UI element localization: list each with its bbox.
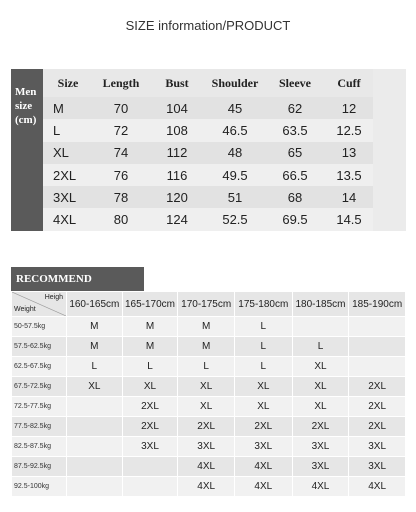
size-cell-size: 2XL [43, 164, 93, 186]
recommend-cell: 3XL [178, 437, 235, 457]
recommend-cell: L [292, 337, 349, 357]
size-cell-sleeve: 62 [265, 97, 325, 119]
recommend-cell [67, 477, 123, 497]
size-cell-shoulder: 49.5 [205, 164, 265, 186]
size-row [43, 164, 373, 186]
header-size: Size [43, 69, 93, 97]
recommend-row [12, 417, 406, 437]
recommend-cell: 2XL [235, 417, 293, 437]
size-cell-shoulder: 52.5 [205, 208, 265, 230]
recommend-cell: 4XL [349, 477, 406, 497]
size-cell-length: 78 [93, 186, 149, 208]
size-cell-bust: 120 [149, 186, 205, 208]
size-cell-length: 72 [93, 119, 149, 141]
side-label-line: size [15, 100, 33, 112]
weight-label: 82.5-87.5kg [12, 437, 67, 457]
size-table-body [43, 97, 373, 231]
recommend-cell: M [122, 337, 178, 357]
size-cell-cuff: 13.5 [325, 164, 373, 186]
recommend-cell: 3XL [235, 437, 293, 457]
recommend-cell: L [178, 357, 235, 377]
recommend-cell [67, 437, 123, 457]
size-cell-shoulder: 45 [205, 97, 265, 119]
recommend-cell [349, 317, 406, 337]
size-cell-length: 74 [93, 142, 149, 164]
size-cell-bust: 112 [149, 142, 205, 164]
corner-weight-label: Weight [14, 306, 36, 313]
size-cell-shoulder: 48 [205, 142, 265, 164]
size-row [43, 142, 373, 164]
size-chart-side-label [11, 69, 43, 231]
recommend-cell: XL [292, 357, 349, 377]
recommend-row [12, 337, 406, 357]
header-length: Length [93, 69, 149, 97]
size-cell-cuff: 14 [325, 186, 373, 208]
recommend-cell: M [178, 317, 235, 337]
recommend-cell: 3XL [292, 457, 349, 477]
size-row [43, 97, 373, 119]
recommend-cell [349, 357, 406, 377]
header-bust: Bust [149, 69, 205, 97]
size-cell-sleeve: 63.5 [265, 119, 325, 141]
height-header: 180-185cm [292, 292, 349, 317]
size-row [43, 186, 373, 208]
recommend-cell [67, 397, 123, 417]
header-sleeve: Sleeve [265, 69, 325, 97]
corner-height-label: Heigh [44, 294, 63, 301]
weight-label: 92.5-100kg [12, 477, 67, 497]
side-label-line: Men [15, 86, 37, 98]
recommend-cell: M [178, 337, 235, 357]
header-shoulder: Shoulder [205, 69, 265, 97]
size-cell-bust: 104 [149, 97, 205, 119]
recommend-cell: 2XL [122, 417, 178, 437]
recommend-cell: M [67, 317, 123, 337]
recommend-cell [122, 477, 178, 497]
recommend-cell: L [235, 357, 293, 377]
recommend-row [12, 377, 406, 397]
recommend-cell: L [122, 357, 178, 377]
recommend-cell: 2XL [349, 417, 406, 437]
size-cell-size: L [43, 119, 93, 141]
recommend-row [12, 317, 406, 337]
recommend-cell [67, 417, 123, 437]
header-cuff: Cuff [325, 69, 373, 97]
recommend-cell: 2XL [122, 397, 178, 417]
recommend-cell: XL [67, 377, 123, 397]
recommend-cell: 3XL [349, 437, 406, 457]
size-cell-shoulder: 46.5 [205, 119, 265, 141]
size-cell-sleeve: 66.5 [265, 164, 325, 186]
recommend-cell: XL [292, 377, 349, 397]
recommend-cell [292, 317, 349, 337]
recommend-cell: XL [178, 377, 235, 397]
size-row [43, 119, 373, 141]
size-chart [11, 69, 406, 231]
recommend-cell: M [67, 337, 123, 357]
recommend-cell [67, 457, 123, 477]
height-header: 175-180cm [235, 292, 293, 317]
recommend-cell: 2XL [349, 397, 406, 417]
recommend-cell: XL [178, 397, 235, 417]
recommend-table-body [12, 317, 406, 497]
size-cell-sleeve: 65 [265, 142, 325, 164]
recommend-cell: M [122, 317, 178, 337]
weight-label: 77.5-82.5kg [12, 417, 67, 437]
size-cell-cuff: 14.5 [325, 208, 373, 230]
recommend-row [12, 437, 406, 457]
recommend-row [12, 457, 406, 477]
weight-label: 57.5-62.5kg [12, 337, 67, 357]
size-cell-size: M [43, 97, 93, 119]
height-header: 165-170cm [122, 292, 178, 317]
height-header: 160-165cm [67, 292, 123, 317]
size-row [43, 208, 373, 230]
recommend-cell: XL [292, 397, 349, 417]
size-cell-bust: 116 [149, 164, 205, 186]
weight-label: 72.5-77.5kg [12, 397, 67, 417]
recommend-cell: 3XL [349, 457, 406, 477]
recommend-row [12, 397, 406, 417]
recommend-cell: 4XL [235, 477, 293, 497]
size-cell-length: 70 [93, 97, 149, 119]
weight-label: 62.5-67.5kg [12, 357, 67, 377]
recommend-cell: L [235, 337, 293, 357]
recommend-cell: 4XL [178, 457, 235, 477]
weight-label: 67.5-72.5kg [12, 377, 67, 397]
corner-cell [12, 292, 67, 317]
size-cell-length: 76 [93, 164, 149, 186]
size-cell-sleeve: 69.5 [265, 208, 325, 230]
size-cell-cuff: 12.5 [325, 119, 373, 141]
size-cell-sleeve: 68 [265, 186, 325, 208]
recommend-chart [11, 291, 406, 492]
recommend-header-row [12, 292, 406, 317]
recommend-cell: L [235, 317, 293, 337]
recommend-cell: 4XL [292, 477, 349, 497]
recommend-cell: 2XL [178, 417, 235, 437]
recommend-cell: 4XL [178, 477, 235, 497]
height-header: 170-175cm [178, 292, 235, 317]
recommend-cell [122, 457, 178, 477]
recommend-cell: L [67, 357, 123, 377]
recommend-cell: 3XL [292, 437, 349, 457]
recommend-cell: 2XL [349, 377, 406, 397]
size-cell-bust: 108 [149, 119, 205, 141]
recommend-cell: XL [235, 397, 293, 417]
recommend-cell: XL [122, 377, 178, 397]
size-cell-cuff: 13 [325, 142, 373, 164]
recommend-banner: RECOMMEND [11, 267, 144, 291]
recommend-cell: 3XL [122, 437, 178, 457]
recommend-cell: XL [235, 377, 293, 397]
page-title: SIZE information/PRODUCT [125, 18, 291, 33]
recommend-cell [349, 337, 406, 357]
weight-label: 50-57.5kg [12, 317, 67, 337]
size-cell-bust: 124 [149, 208, 205, 230]
recommend-row [12, 477, 406, 497]
size-cell-size: 4XL [43, 208, 93, 230]
recommend-cell: 2XL [292, 417, 349, 437]
size-table-header-row [43, 69, 373, 97]
size-cell-size: 3XL [43, 186, 93, 208]
size-cell-cuff: 12 [325, 97, 373, 119]
recommend-table [11, 291, 406, 497]
height-header: 185-190cm [349, 292, 406, 317]
size-cell-size: XL [43, 142, 93, 164]
size-cell-shoulder: 51 [205, 186, 265, 208]
recommend-cell: 4XL [235, 457, 293, 477]
size-table [43, 69, 373, 231]
weight-label: 87.5-92.5kg [12, 457, 67, 477]
side-label-line: (cm) [15, 114, 37, 126]
size-cell-length: 80 [93, 208, 149, 230]
recommend-row [12, 357, 406, 377]
